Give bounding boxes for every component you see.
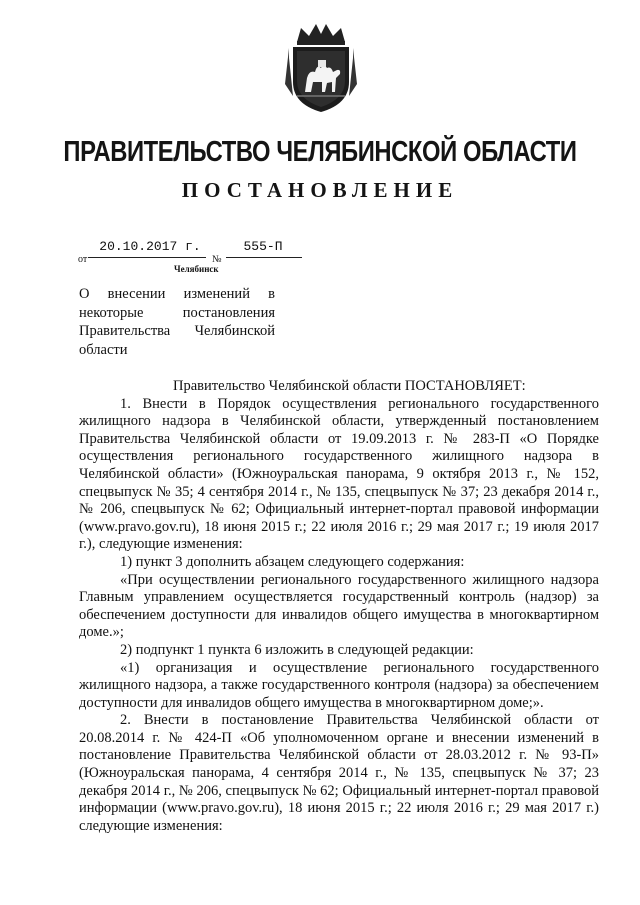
- government-title: ПРАВИТЕЛЬСТВО ЧЕЛЯБИНСКОЙ ОБЛАСТИ: [63, 136, 577, 168]
- body-paragraph: 1) пункт 3 дополнить абзацем следующего содержания:: [120, 553, 465, 570]
- body-paragraph: 1. Внести в Порядок осуществления регионального государственного жилищного надзора в Челябинской области, утвержденный постановлением Правительства Челябинской области от 19.09.2013 г. № 283-П «О Порядке осуществления регионального государственного жилищного надзора в Челябинской области» (Южноуральская панорама, 9 октября 2013 г., № 152, спецвыпуск № 35; 4 сентября 2014 г., № 135, спецвыпуск № 37; 23 декабря 2014 г., № 206, спецвыпуск № 62; Официальный интернет-портал правовой информации (www.pravo.gov.ru), 18 июня 2015 г.; 22 июля 2016 г.; 29 мая 2017 г.; 19 июля 2017 г.), следующие изменения:: [79, 395, 599, 553]
- decree-number: 555-П: [243, 239, 283, 254]
- decree-subject: О внесении изменений в некоторые постановления Правительства Челябинской области: [79, 286, 275, 358]
- body-paragraph: 2. Внести в постановление Правительства Челябинской области от 20.08.2014 г. № 424-П «Об уполномоченном органе и внесении изменений в постановление Правительства Челябинской области от 28.03.2012 г. № 93-П» (Южноуральская панорама, 4 сентября 2014 г., № 135, спецвыпуск № 37; 23 декабря 2014 г., № 206, спецвыпуск № 62; Официальный интернет-портал правовой информации (www.pravo.gov.ru), 18 июня 2015 г.; 22 июля 2016 г.; 29 мая 2017 г.) следующие изменения:: [79, 712, 599, 834]
- decree-date: 20.10.2017 г.: [99, 239, 201, 254]
- city-label: Челябинск: [174, 264, 219, 274]
- decree-lead: Правительство Челябинской области ПОСТАНОВЛЯЕТ:: [173, 378, 526, 394]
- date-underline: [88, 257, 206, 258]
- body-paragraph: 2) подпункт 1 пункта 6 изложить в следующей редакции:: [120, 641, 474, 658]
- coat-of-arms-icon: [283, 22, 359, 114]
- number-prefix: №: [212, 254, 222, 265]
- body-paragraph: «1) организация и осуществление регионального государственного жилищного надзора, а также государственного контроля (надзора) за обеспечением доступности для инвалидов общего имущества в многоквартирном доме;».: [79, 659, 599, 711]
- date-prefix: от: [78, 254, 88, 265]
- document-type: ПОСТАНОВЛЕНИЕ: [181, 178, 459, 202]
- date-number-line: [78, 239, 318, 274]
- decree-body: [79, 378, 599, 835]
- number-underline: [226, 257, 302, 258]
- body-paragraph: «При осуществлении регионального государственного жилищного надзора Главным управлением осуществляется государственный контроль (надзор) за обеспечением доступности для инвалидов общего имущества в многоквартирном доме.»;: [79, 571, 599, 641]
